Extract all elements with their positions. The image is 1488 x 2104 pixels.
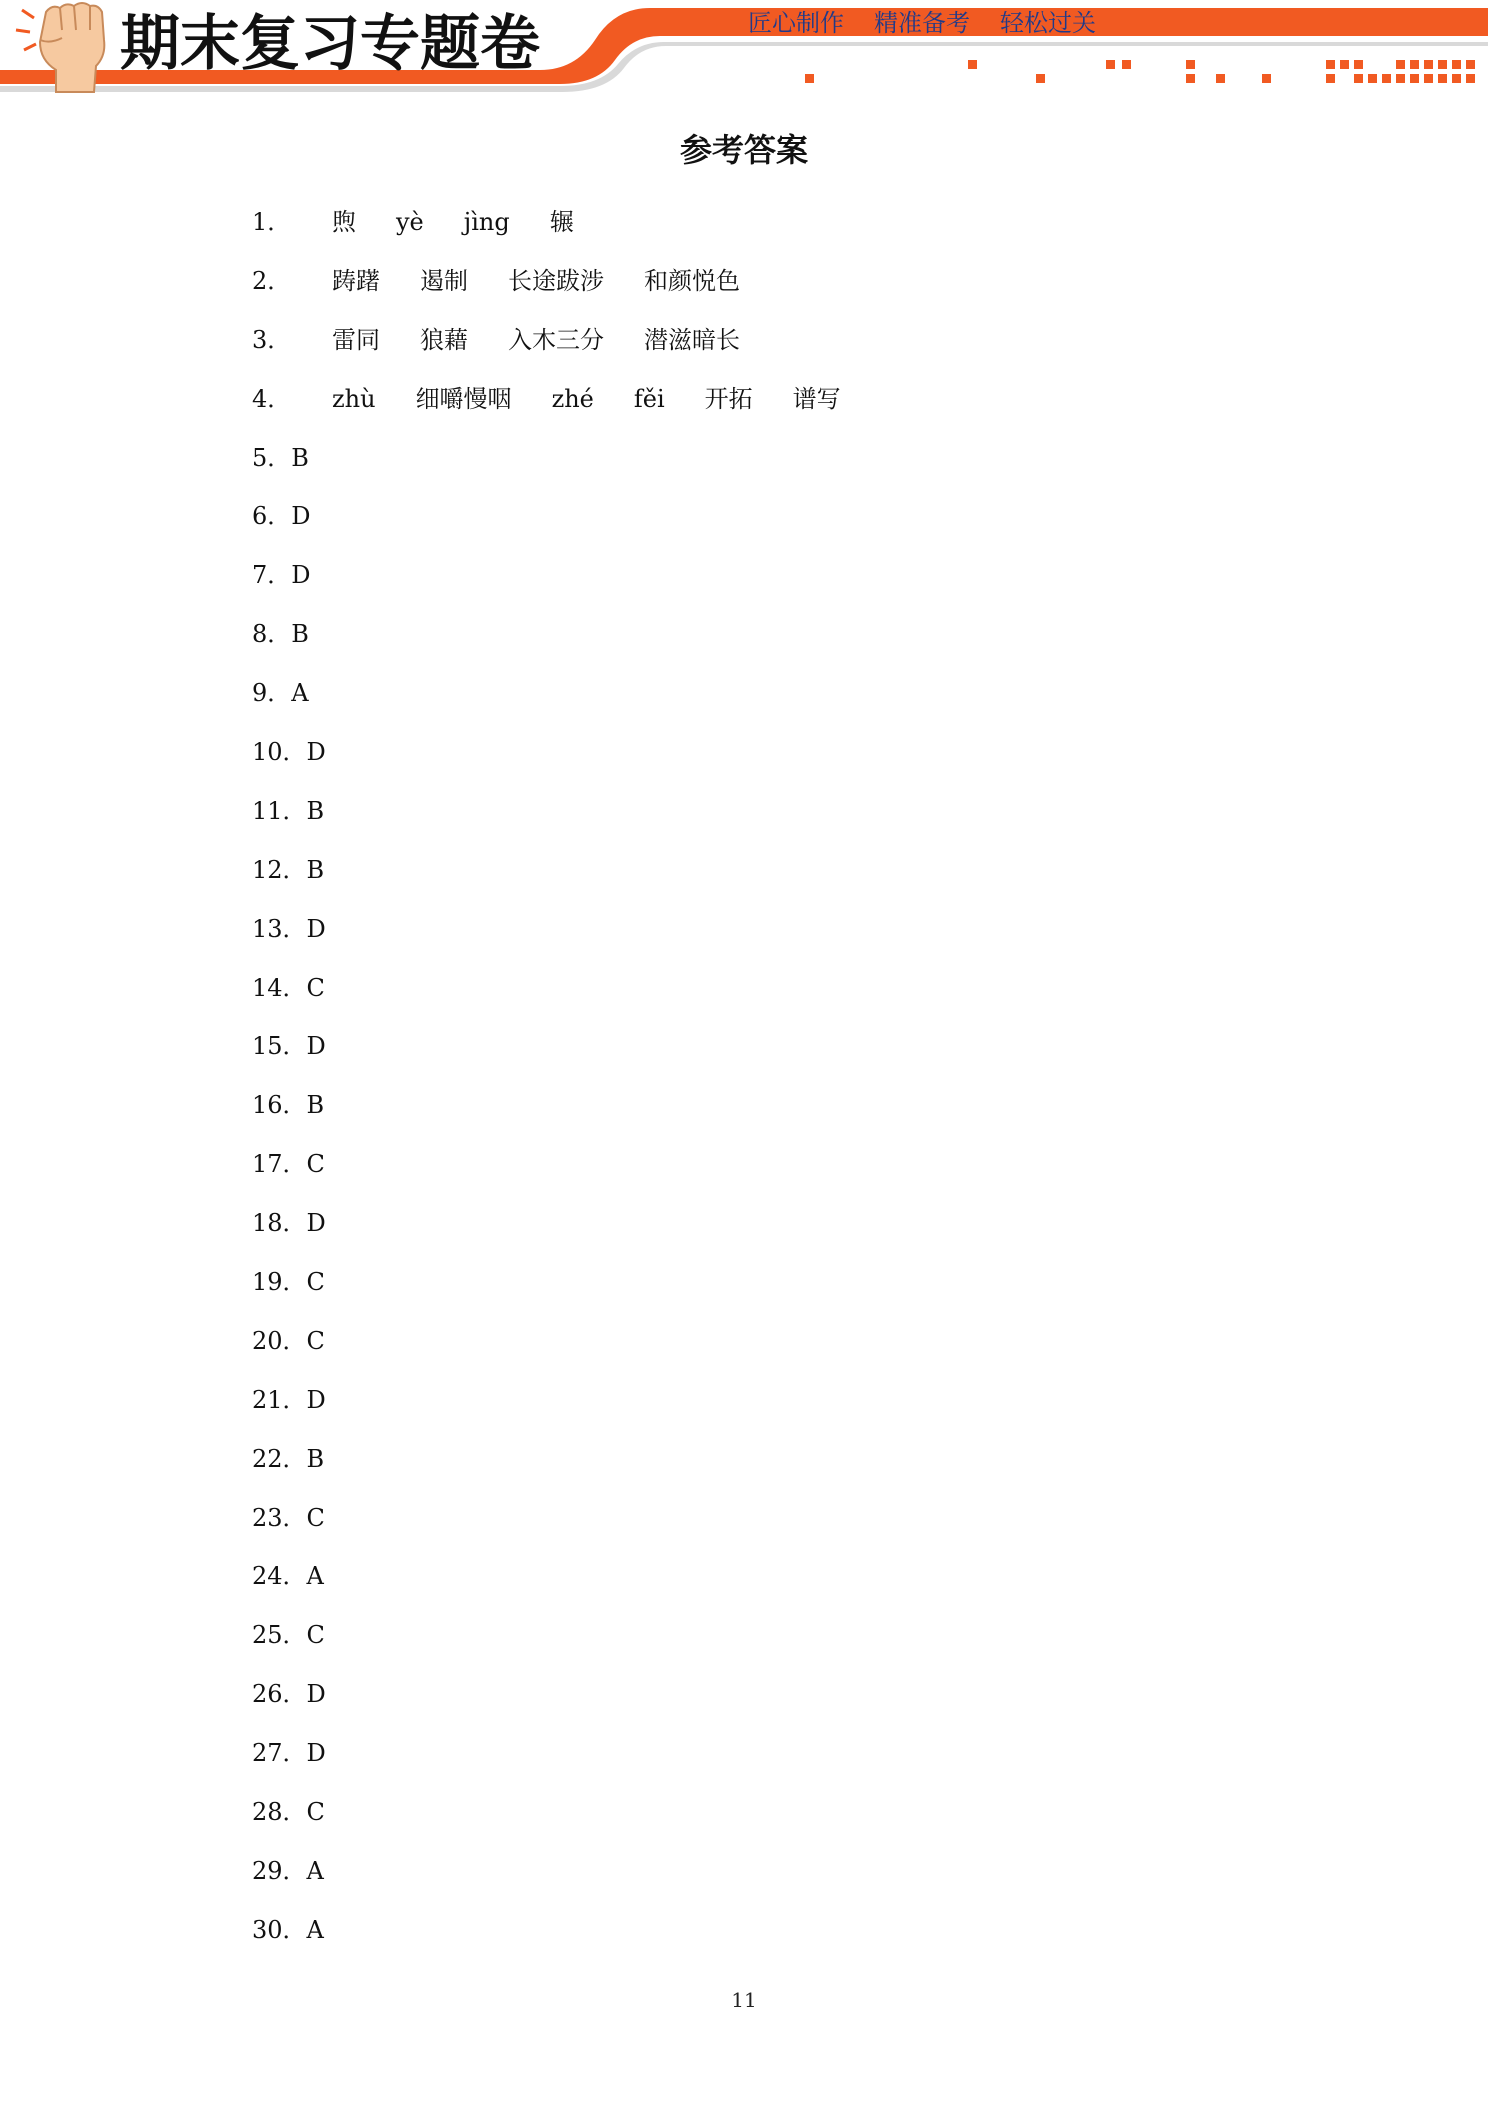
header-banner — [0, 0, 1488, 96]
question-number: 26． — [252, 1680, 307, 1709]
question-number: 18． — [252, 1209, 307, 1238]
banner-title: 期末复习专题卷 — [120, 9, 540, 79]
slogan-1: 匠心制作 — [748, 9, 844, 37]
question-number: 6． — [252, 502, 292, 531]
answer-row — [252, 1554, 1352, 1613]
answer-letter: B — [306, 855, 325, 884]
answer-row — [252, 1260, 1352, 1319]
answer-letter: D — [306, 1385, 326, 1414]
answer-row — [252, 1378, 1352, 1437]
answer-row — [252, 1319, 1352, 1378]
page-number: 11 — [731, 1988, 757, 2012]
answer-letter: C — [306, 1326, 325, 1355]
question-number: 5． — [252, 443, 292, 472]
answer-row — [252, 966, 1352, 1025]
answer-row — [252, 200, 1352, 259]
answer-letter: C — [306, 973, 325, 1002]
question-number: 3． — [252, 325, 292, 354]
answer-letter: C — [306, 1503, 325, 1532]
answer-item: 细嚼慢咽 — [415, 384, 512, 413]
slogan-2: 精准备考 — [874, 9, 970, 37]
answer-letter: D — [291, 502, 311, 531]
question-number: 10． — [252, 738, 307, 767]
answer-letter: A — [291, 679, 309, 708]
answer-row — [252, 1083, 1352, 1142]
answer-item: fěi — [633, 384, 665, 413]
question-number: 20． — [252, 1326, 307, 1355]
answer-item: zhù — [332, 384, 376, 413]
answer-letter: B — [306, 1444, 325, 1473]
answer-row — [252, 848, 1352, 907]
answer-row — [252, 1849, 1352, 1908]
question-number: 25． — [252, 1621, 307, 1650]
answer-letter: B — [291, 620, 309, 649]
answer-item: 长途跋涉 — [508, 266, 604, 295]
answer-letter: D — [291, 561, 311, 590]
question-number: 17． — [252, 1150, 307, 1179]
answer-row — [252, 1731, 1352, 1790]
answer-row — [252, 671, 1352, 730]
answer-row — [252, 1024, 1352, 1083]
answer-item: 煦 — [332, 208, 356, 236]
question-number: 28． — [252, 1798, 307, 1827]
answer-row — [252, 612, 1352, 671]
answer-row — [252, 1201, 1352, 1260]
answer-item: 谱写 — [792, 384, 841, 413]
answer-row — [252, 553, 1352, 612]
answer-letter: A — [306, 1562, 324, 1591]
question-number: 24． — [252, 1562, 307, 1591]
answer-letter: B — [306, 1091, 325, 1120]
answer-item: 和颜悦色 — [644, 266, 740, 295]
answer-row — [252, 789, 1352, 848]
answer-item: zhé — [551, 384, 594, 413]
answer-row — [252, 1613, 1352, 1672]
answer-item: yè — [396, 208, 424, 236]
answer-letter: B — [306, 796, 325, 825]
answer-item: 辗 — [549, 208, 574, 236]
question-number: 29． — [252, 1856, 307, 1885]
answer-row — [252, 730, 1352, 789]
answer-item: 遏制 — [420, 266, 468, 295]
answer-item: 开拓 — [704, 384, 753, 413]
question-number: 4． — [252, 384, 292, 413]
question-number: 15． — [252, 1032, 307, 1061]
question-number: 19． — [252, 1268, 307, 1297]
answer-row — [252, 1908, 1352, 1967]
question-number: 16． — [252, 1091, 307, 1120]
answer-letter: C — [306, 1150, 325, 1179]
answer-item: 潜滋暗长 — [644, 325, 740, 354]
answer-letter: C — [306, 1268, 325, 1297]
answer-letter: D — [306, 1032, 326, 1061]
answer-item: 踌躇 — [332, 266, 380, 295]
answer-item: 入木三分 — [508, 325, 604, 354]
question-number: 13． — [252, 914, 307, 943]
question-number: 8． — [252, 620, 292, 649]
answer-item: 雷同 — [332, 325, 380, 354]
answer-letter: A — [306, 1915, 324, 1944]
question-number: 27． — [252, 1739, 307, 1768]
answer-letter: D — [306, 914, 326, 943]
answer-row — [252, 259, 1352, 318]
question-number: 9． — [252, 679, 292, 708]
answer-letter: A — [306, 1856, 324, 1885]
answer-letter: D — [306, 1739, 326, 1768]
question-number: 7． — [252, 561, 292, 590]
answer-letter: C — [306, 1798, 325, 1827]
question-number: 1． — [252, 208, 292, 236]
question-number: 2． — [252, 266, 292, 295]
question-number: 21． — [252, 1385, 307, 1414]
answer-row — [252, 377, 1352, 436]
question-number: 11． — [252, 796, 307, 825]
question-number: 12． — [252, 855, 307, 884]
answer-letter: B — [291, 443, 309, 472]
answer-letter: D — [306, 1209, 326, 1238]
answer-row — [252, 907, 1352, 966]
question-number: 23． — [252, 1503, 307, 1532]
answer-list — [252, 200, 1352, 1967]
answer-row — [252, 494, 1352, 553]
slogan-3: 轻松过关 — [1000, 9, 1096, 37]
answer-row — [252, 1437, 1352, 1496]
answer-row — [252, 1672, 1352, 1731]
question-number: 14． — [252, 973, 307, 1002]
answer-row — [252, 1790, 1352, 1849]
question-number: 30． — [252, 1915, 307, 1944]
question-number: 22． — [252, 1444, 307, 1473]
answer-row — [252, 436, 1352, 495]
answer-row — [252, 1142, 1352, 1201]
answer-letter: D — [306, 1680, 326, 1709]
answer-letter: D — [306, 738, 326, 767]
answer-item: 狼藉 — [420, 325, 468, 354]
answer-item: jìng — [463, 208, 510, 236]
answer-row — [252, 318, 1352, 377]
page-title: 参考答案 — [679, 131, 808, 169]
answer-letter: C — [306, 1621, 325, 1650]
answer-row — [252, 1496, 1352, 1555]
